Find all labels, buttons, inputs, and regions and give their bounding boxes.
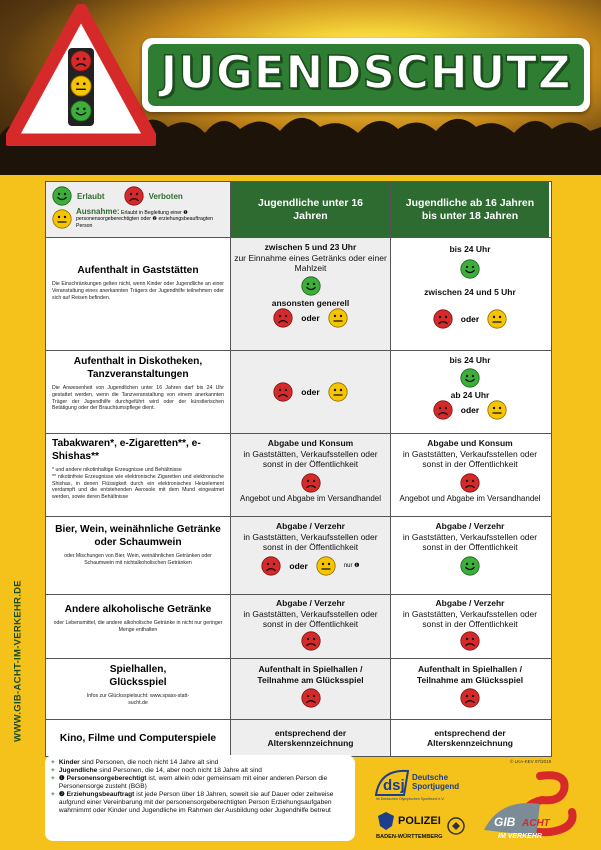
sad-face-icon: [433, 400, 453, 420]
svg-text:Sportjugend: Sportjugend: [412, 782, 460, 791]
copyright: © LKA-KEV 07/2019: [510, 759, 552, 764]
sad-face-icon: [273, 382, 293, 402]
police-logo: [370, 808, 468, 844]
sad-face-icon: [124, 186, 144, 206]
legend-cell: [46, 182, 231, 237]
svg-text:ACHT: ACHT: [522, 818, 550, 829]
column-header-from16: Jugendliche ab 16 Jahren bis unter 18 Jahren: [391, 182, 549, 237]
legend-exception-text: Erlaubt in Begleitung einer ❶ personensorgeberechtigten oder ❷ erziehungsbeauftragten Person: [76, 210, 214, 229]
sad-face-icon: [460, 473, 480, 493]
neutral-face-icon: [52, 209, 72, 229]
row-title: Aufenthalt in Gaststätten: [77, 265, 199, 276]
svg-text:Deutsche: Deutsche: [412, 773, 449, 782]
side-url: WWW.GIB-ACHT-IM-VERKEHR.DE: [12, 579, 24, 742]
row-note: oder Mischungen von Bier, Wein, weinähnlichen Getränken oder Schaumwein mit nichtalkoholischen Getränken: [64, 553, 212, 566]
row-title: Aufenthalt in Diskotheken, Tanzveranstaltungen: [73, 356, 203, 380]
column-header-under16: Jugendliche unter 16 Jahren: [231, 182, 391, 237]
list-item: + Kinder sind Personen, die noch nicht 14 Jahre alt sind: [51, 759, 219, 766]
gib-acht-im-verkehr-logo: [480, 770, 586, 842]
sad-face-icon: [273, 308, 293, 328]
table-row: Spielhallen, Glücksspiel Infos zur Glücksspielsucht: www.spass-statt-sucht.de Aufenthalt in Spielhallen / Teilnahme am Glücksspiel Aufenthalt in Spielhallen / Teilnahme am Glücksspiel: [46, 659, 551, 720]
neutral-face-icon: [328, 308, 348, 328]
legend-exception-label: Ausnahme:: [76, 207, 120, 216]
row-note: Die Einschränkungen gelten nicht, wenn Kinder oder Jugendliche an einer Veranstaltung eines anerkannten Trägers der Jugendhilfe teilnehmen oder sich auf Reisen befinden.: [52, 281, 224, 301]
svg-text:im Deutschen Olympischen Sport: im Deutschen Olympischen Sportbund e.V.: [376, 797, 445, 801]
row-note: Die Anwesenheit von Jugendlichen unter 16 Jahren darf bis 24 Uhr gestattet werden, wenn die Tanzveranstaltung von einem anerkannten Träger der Jugendhilfe durchgeführt wird oder der künstlerischen Betätigung oder der Brauchtumspflege dient.: [52, 385, 224, 412]
table-row: Aufenthalt in Gaststätten Die Einschränkungen gelten nicht, wenn Kinder oder Jugendliche an einer Veranstaltung eines anerkannten Trägers der Jugendhilfe teilnehmen oder sich auf Reisen befinden. zwischen 5 und 23 Uhr zur Einnahme eines Getränks oder einer Mahlzeit ansonsten generell oder bis 24 Uhr zwischen 24 und 5 Uhr oder: [46, 238, 551, 351]
rules-table: [45, 181, 552, 757]
svg-text:GIB: GIB: [494, 815, 516, 829]
neutral-face-icon: [328, 382, 348, 402]
table-row: Kino, Filme und Computerspiele entsprechend der Alterskennzeichnung entsprechend der Alterskennzeichnung: [46, 720, 551, 756]
happy-face-icon: [301, 276, 321, 296]
legend-allowed: Erlaubt: [77, 191, 105, 201]
table-row: Aufenthalt in Diskotheken, Tanzveranstaltungen Die Anwesenheit von Jugendlichen unter 16 Jahren darf bis 24 Uhr gestattet werden, wenn die Tanzveranstaltung von einem anerkannten Träger der Jugendhilfe durchgeführt wird oder der künstlerischen Betätigung oder der Brauchtumspflege dient. oder bis 24 Uhr ab 24 Uhr oder: [46, 351, 551, 434]
sad-face-icon: [261, 556, 281, 576]
row-title: Tabakwaren*, e-Zigaretten**, e-Shishas**: [52, 438, 201, 462]
row-note: oder Lebensmittel, die andere alkoholische Getränke in nicht nur geringer Menge enthalten: [53, 620, 223, 633]
neutral-face-icon: [487, 309, 507, 329]
svg-text:IM VERKEHR: IM VERKEHR: [498, 833, 542, 840]
happy-face-icon: [460, 556, 480, 576]
table-header-row: [46, 182, 551, 238]
neutral-face-icon: [487, 400, 507, 420]
definitions-box: [45, 755, 355, 841]
row-note: Infos zur Glücksspielsucht: www.spass-statt-sucht.de: [86, 693, 190, 706]
happy-face-icon: [460, 259, 480, 279]
list-item: + ❶ Personensorgeberechtigt ist, wem allein oder gemeinsam mit einer anderen Person die Personensorge zusteht (BGB): [51, 775, 328, 790]
warning-triangle-icon: [6, 4, 156, 146]
sad-face-icon: [433, 309, 453, 329]
legend-forbidden: Verboten: [148, 191, 183, 201]
page-title: JUGENDSCHUTZ: [160, 46, 572, 99]
row-title: Bier, Wein, weinähnliche Getränke oder Schaumwein: [55, 524, 221, 548]
sad-face-icon: [301, 688, 321, 708]
table-row: Andere alkoholische Getränke oder Lebensmittel, die andere alkoholische Getränke in nicht nur geringer Menge enthalten Abgabe / Verzehr in Gaststätten, Verkaufsstellen oder sonst in der Öffentlichkeit Abgabe / Verzehr in Gaststätten, Verkaufsstellen oder sonst in der Öffentlichkeit: [46, 595, 551, 659]
sad-face-icon: [460, 688, 480, 708]
list-item: + Jugendliche sind Personen, die 14, aber noch nicht 18 Jahre alt sind: [51, 767, 262, 774]
title-banner: [142, 38, 590, 112]
table-row: Bier, Wein, weinähnliche Getränke oder Schaumwein oder Mischungen von Bier, Wein, weinähnlichen Getränken oder Schaumwein mit nichtalkoholischen Getränken Abgabe / Verzehr in Gaststätten, Verkaufsstellen oder sonst in der Öffentlichkeit oder nur ❶ Abgabe / Verzehr in Gaststätten, Verkaufsstellen oder sonst in der Öffentlichkeit: [46, 517, 551, 595]
row-title: Spielhallen, Glücksspiel: [109, 664, 167, 688]
dsj-logo: [370, 765, 468, 803]
sad-face-icon: [301, 473, 321, 493]
list-item: + ❷ Erziehungsbeauftragt ist jede Person über 18 Jahren, soweit sie auf Dauer oder zeitweise aufgrund einer Vereinbarung mit der personensorgeberechtigten Person Erziehungsaufgaben wahrnimmt oder Kinder und Jugendliche im Rahmen der Ausbildung oder Jugendhilfe betreut: [51, 791, 334, 814]
svg-text:POLIZEI: POLIZEI: [398, 815, 441, 827]
row-title: Andere alkoholische Getränke: [64, 604, 212, 615]
table-row: Tabakwaren*, e-Zigaretten**, e-Shishas** * und andere nikotinhaltige Erzeugnisse und Behältnisse ** nikotinfreie Erzeugnisse wie elektronische Zigaretten und elektronische Shishas, in denen Flüssigkeit durch ein elektronisches Heizelement verdampft und die entstehenden Aerosole mit dem Mund eingeatmet werden, sowie deren Behältnisse Abgabe und Konsum in Gaststätten, Verkaufsstellen oder sonst in der Öffentlichkeit Angebot und Abgabe im Versandhandel Abgabe und Konsum in Gaststätten, Verkaufsstellen oder sonst in der Öffentlichkeit Angebot und Abgabe im Versandhandel: [46, 434, 551, 517]
sad-face-icon: [460, 631, 480, 651]
svg-text:dsj: dsj: [383, 777, 405, 794]
happy-face-icon: [52, 186, 72, 206]
sad-face-icon: [301, 631, 321, 651]
happy-face-icon: [460, 368, 480, 388]
row-title: Kino, Filme und Computerspiele: [59, 732, 217, 744]
svg-text:BADEN-WÜRTTEMBERG: BADEN-WÜRTTEMBERG: [376, 834, 443, 840]
neutral-face-icon: [316, 556, 336, 576]
